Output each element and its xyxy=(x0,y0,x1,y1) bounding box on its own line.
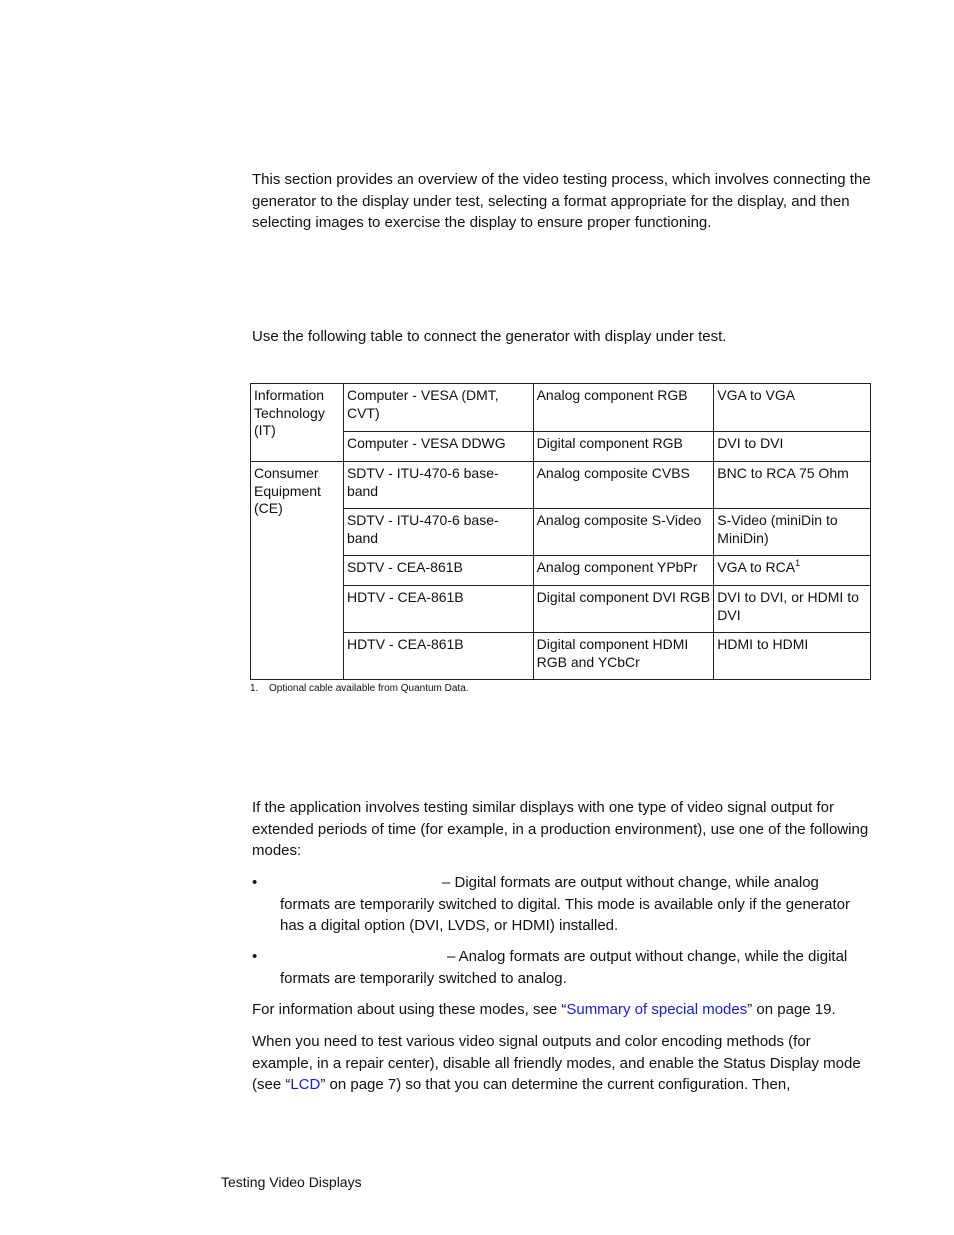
format-cell: HDTV - CEA-861B xyxy=(343,633,533,680)
table-row xyxy=(251,384,871,432)
signal-cell: Analog component RGB xyxy=(533,384,714,432)
signal-cell: Analog composite S-Video xyxy=(533,509,714,556)
cable-cell: VGA to VGA xyxy=(714,384,871,432)
list-item xyxy=(252,872,872,937)
connection-table xyxy=(250,383,871,680)
cable-cell xyxy=(714,556,871,586)
table-intro-paragraph: Use the following table to connect the generator with display under test. xyxy=(252,328,727,345)
format-cell: Computer - VESA (DMT, CVT) xyxy=(343,384,533,432)
intro-paragraph: This section provides an overview of the video testing process, which involves connecting the generator to the display under test, selecting a format appropriate for the display, and then selecting images to exercise the display to ensure proper functioning. xyxy=(252,171,871,231)
cable-cell: DVI to DVI, or HDMI to DVI xyxy=(714,586,871,633)
group-cell-it: Information Technology (IT) xyxy=(251,384,344,462)
signal-cell: Analog component YPbPr xyxy=(533,556,714,586)
signal-cell: Analog composite CVBS xyxy=(533,462,714,509)
table-row xyxy=(251,633,871,680)
cable-cell: HDMI to HDMI xyxy=(714,633,871,680)
signal-cell: Digital component DVI RGB xyxy=(533,586,714,633)
format-cell: SDTV - CEA-861B xyxy=(343,556,533,586)
footnote-ref[interactable]: 1 xyxy=(795,558,801,568)
signal-cell: Digital component HDMI RGB and YCbCr xyxy=(533,633,714,680)
cable-cell: S-Video (miniDin to MiniDin) xyxy=(714,509,871,556)
table-row xyxy=(251,432,871,462)
lcd-link[interactable]: LCD xyxy=(290,1076,321,1093)
bullet-marker: • xyxy=(252,874,258,891)
modes-info-paragraph: For information about using these modes, see “Summary of special modes” on page 19. xyxy=(252,1001,836,1018)
bullet-marker: • xyxy=(252,948,258,965)
modes-intro-paragraph: If the application involves testing similar displays with one type of video signal output for extended periods of time (for example, in a production environment), use one of the following modes: xyxy=(252,799,869,859)
cable-cell: BNC to RCA 75 Ohm xyxy=(714,462,871,509)
cable-cell: DVI to DVI xyxy=(714,432,871,462)
footnote-number: 1. xyxy=(250,683,259,694)
list-item xyxy=(252,946,872,989)
cable-text: VGA to RCA xyxy=(717,559,796,575)
format-cell: SDTV - ITU-470-6 base-band xyxy=(343,509,533,556)
group-cell-ce: Consumer Equipment (CE) xyxy=(251,462,344,680)
format-cell: Computer - VESA DDWG xyxy=(343,432,533,462)
bullet-text: – Analog formats are output without change, while the digital formats are temporarily switched to analog. xyxy=(280,948,848,987)
table-row xyxy=(251,556,871,586)
table-row xyxy=(251,586,871,633)
signal-cell: Digital component RGB xyxy=(533,432,714,462)
table-row xyxy=(251,462,871,509)
bullet-text: – Digital formats are output without change, while analog formats are temporarily switched to digital. This mode is available only if the generator has a digital option (DVI, LVDS, or HDMI) installed. xyxy=(280,874,850,934)
format-cell: SDTV - ITU-470-6 base-band xyxy=(343,462,533,509)
table-footnote xyxy=(250,682,469,696)
repair-paragraph: When you need to test various video signal outputs and color encoding methods (for example, in a repair center), disable all friendly modes, and enable the Status Display mode (see “LCD” on page 7) so that you can determine the current configuration. Then, xyxy=(252,1033,861,1093)
summary-of-special-modes-link[interactable]: Summary of special modes xyxy=(566,1001,748,1018)
page-footer: Testing Video Displays xyxy=(221,1174,362,1190)
format-cell: HDTV - CEA-861B xyxy=(343,586,533,633)
table-row xyxy=(251,509,871,556)
footnote-text: Optional cable available from Quantum Data. xyxy=(269,683,469,694)
